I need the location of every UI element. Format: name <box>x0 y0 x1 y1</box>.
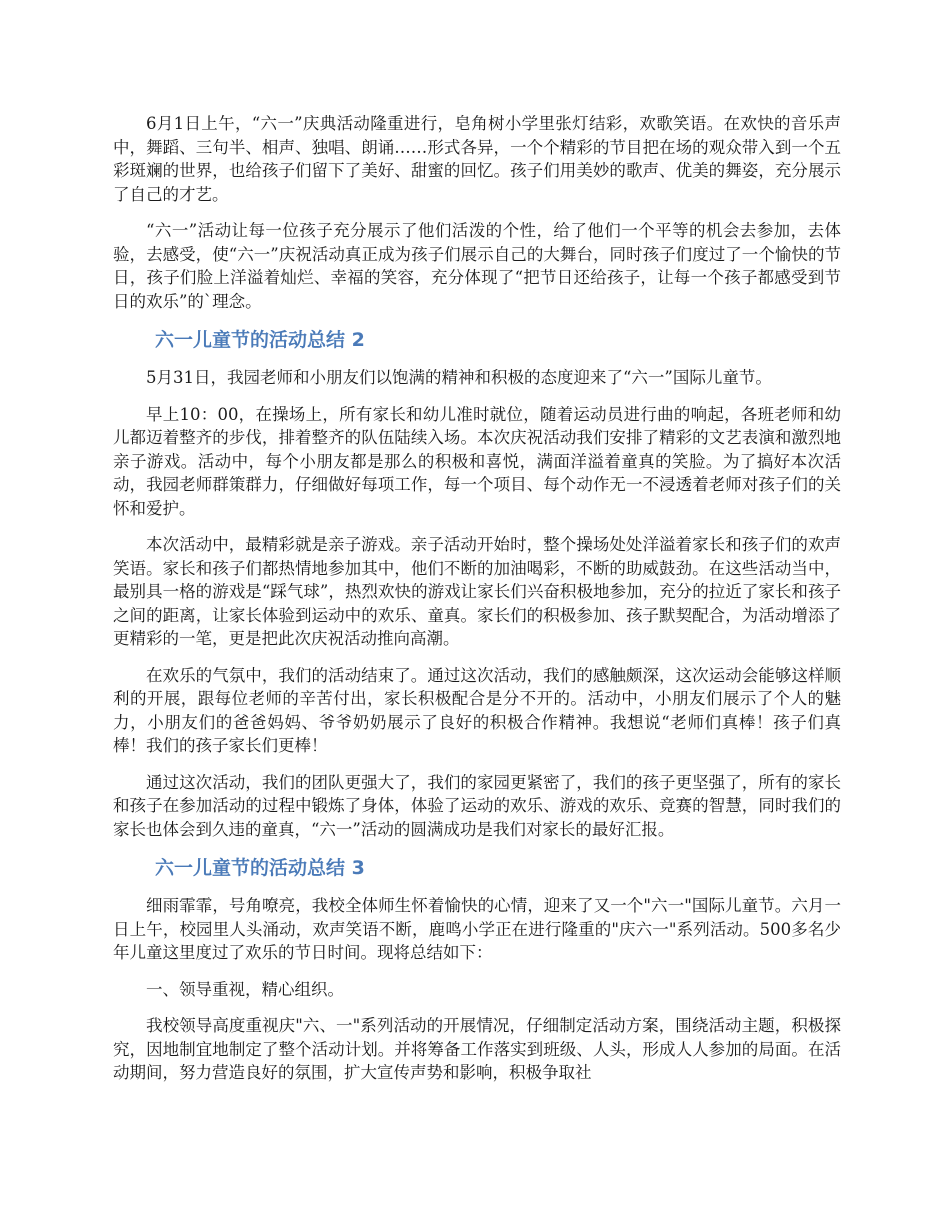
paragraph: 早上10：00，在操场上，所有家长和幼儿准时就位，随着运动员进行曲的响起，各班老师和幼儿都迈着整齐的步伐，排着整齐的队伍陆续入场。本次庆祝活动我们安排了精彩的文艺表演和激烈地亲子游戏。活动中，每个小朋友都是那么的积极和喜悦，满面洋溢着童真的笑脸。为了搞好本次活动，我园老师群策群力，仔细做好每项工作，每一个项目、每个动作无一不浸透着老师对孩子们的关怀和爱护。 <box>113 404 841 518</box>
paragraph: 我校领导高度重视庆"六、一"系列活动的开展情况，仔细制定活动方案，围绕活动主题，积极探究，因地制宜地制定了整个活动计划。并将筹备工作落实到班级、人头，形成人人参加的局面。在活动期间，努力营造良好的氛围，扩大宣传声势和影响，积极争取社 <box>113 1016 841 1082</box>
paragraph: 细雨霏霏，号角嘹亮，我校全体师生怀着愉快的心情，迎来了又一个"六一"国际儿童节。六月一日上午，校园里人头涌动，欢声笑语不断，鹿鸣小学正在进行隆重的"庆六一"系列活动。500多名少年儿童这里度过了欢乐的节日时间。现将总结如下： <box>113 896 841 962</box>
paragraph: 通过这次活动，我们的团队更强大了，我们的家园更紧密了，我们的孩子更坚强了，所有的家长和孩子在参加活动的过程中锻炼了身体，体验了运动的欢乐、游戏的欢乐、竞赛的智慧，同时我们的家长也体会到久违的童真，“六一”活动的圆满成功是我们对家长的最好汇报。 <box>113 772 841 839</box>
paragraph: “六一”活动让每一位孩子充分展示了他们活泼的个性，给了他们一个平等的机会去参加，去体验，去感受，使“六一”庆祝活动真正成为孩子们展示自己的大舞台，同时孩子们度过了一个愉快的节日，孩子们脸上洋溢着灿烂、幸福的笑容，充分体现了“把节日还给孩子，让每一个孩子都感受到节日的欢乐”的`理念。 <box>113 221 841 311</box>
section-heading: 六一儿童节的活动总结 3 <box>155 857 365 879</box>
document-body <box>113 112 841 1098</box>
paragraph: 一、领导重视，精心组织。 <box>146 979 344 999</box>
paragraph: 本次活动中，最精彩就是亲子游戏。亲子活动开始时，整个操场处处洋溢着家长和孩子们的欢声笑语。家长和孩子们都热情地参加其中，他们不断的加油喝彩，不断的助威鼓劲。在这些活动当中，最别具一格的游戏是“踩气球”，热烈欢快的游戏让家长们兴奋积极地参加，充分的拉近了家长和孩子之间的距离，让家长体验到运动中的欢乐、童真。家长们的积极参加、孩子默契配合，为活动增添了更精彩的一笔，更是把此次庆祝活动推向高潮。 <box>113 535 841 648</box>
paragraph: 在欢乐的气氛中，我们的活动结束了。通过这次活动，我们的感触颇深，这次运动会能够这样顺利的开展，跟每位老师的辛苦付出，家长积极配合是分不开的。活动中，小朋友们展示了个人的魅力，小朋友们的爸爸妈妈、爷爷奶奶展示了良好的积极合作精神。我想说“老师们真棒！孩子们真棒！我们的孩子家长们更棒！ <box>113 665 841 755</box>
section-heading: 六一儿童节的活动总结 2 <box>155 329 365 351</box>
paragraph: 6月1日上午，“六一”庆典活动隆重进行，皂角树小学里张灯结彩，欢歌笑语。在欢快的音乐声中，舞蹈、三句半、相声、独唱、朗诵……形式各异，一个个精彩的节目把在场的观众带入到一个五彩斑斓的世界，也给孩子们留下了美好、甜蜜的回忆。孩子们用美妙的歌声、优美的舞姿，充分展示了自己的才艺。 <box>113 114 841 204</box>
paragraph: 5月31日，我园老师和小朋友们以饱满的精神和积极的态度迎来了“六一”国际儿童节。 <box>146 368 772 387</box>
